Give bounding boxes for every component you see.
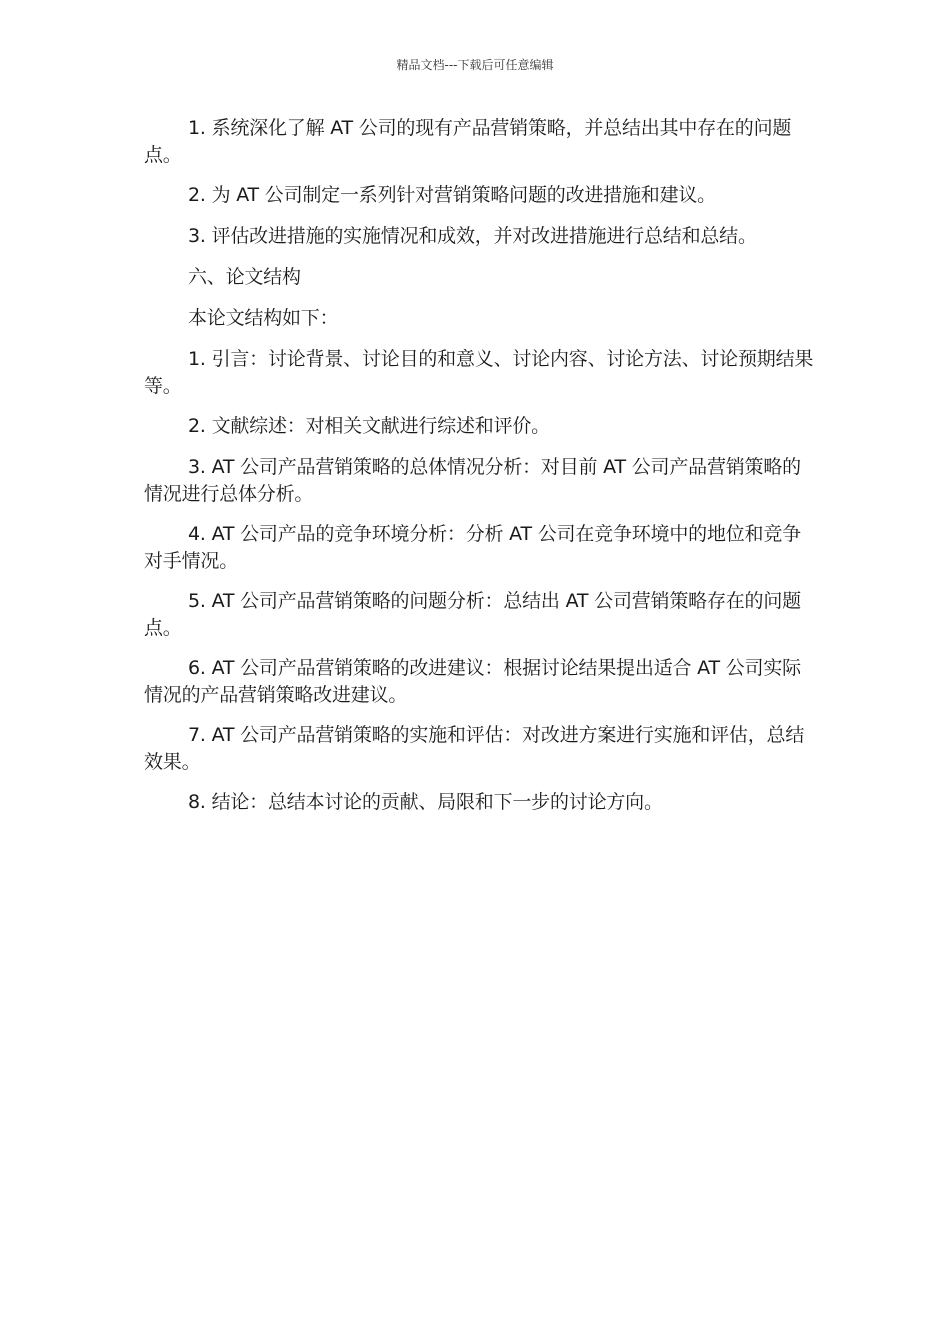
structure-item-3: 3. AT 公司产品营销策略的总体情况分析：对目前 AT 公司产品营销策略的情况进行总体分析。 <box>144 456 801 505</box>
structure-item-1: 1. 引言：讨论背景、讨论目的和意义、讨论内容、讨论方法、讨论预期结果等。 <box>144 348 814 397</box>
structure-item-5: 5. AT 公司产品营销策略的问题分析：总结出 AT 公司营销策略存在的问题点。 <box>144 590 801 639</box>
structure-item-4: 4. AT 公司产品的竞争环境分析：分析 AT 公司在竞争环境中的地位和竞争对手情况。 <box>144 523 801 572</box>
structure-intro: 本论文结构如下： <box>188 307 339 329</box>
page-header: 精品文档---下载后可任意编辑 <box>396 58 554 72</box>
structure-item-7: 7. AT 公司产品营销策略的实施和评估：对改进方案进行实施和评估，总结效果。 <box>144 724 805 773</box>
structure-item-6: 6. AT 公司产品营销策略的改进建议：根据讨论结果提出适合 AT 公司实际情况的产品营销策略改进建议。 <box>144 657 801 706</box>
structure-item-2: 2. 文献综述：对相关文献进行综述和评价。 <box>188 415 550 437</box>
structure-item-8: 8. 结论：总结本讨论的贡献、局限和下一步的讨论方向。 <box>188 791 663 813</box>
section-heading-structure: 六、论文结构 <box>188 266 301 288</box>
objective-item-3: 3. 评估改进措施的实施情况和成效，并对改进措施进行总结和总结。 <box>188 225 757 247</box>
document-body <box>144 115 816 830</box>
objective-item-1: 1. 系统深化了解 AT 公司的现有产品营销策略，并总结出其中存在的问题点。 <box>144 117 792 166</box>
objective-item-2: 2. 为 AT 公司制定一系列针对营销策略问题的改进措施和建议。 <box>188 184 716 206</box>
